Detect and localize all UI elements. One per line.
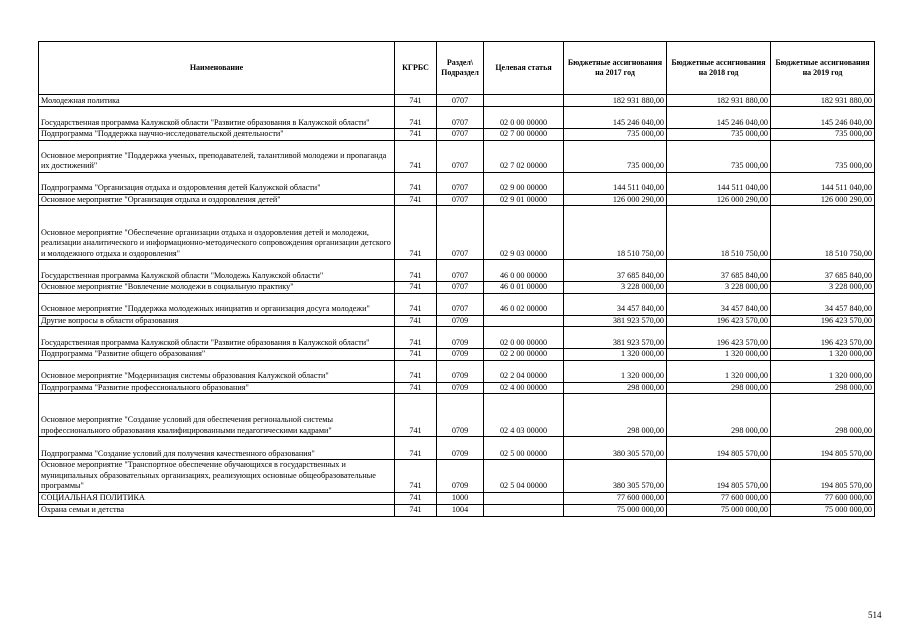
cell-section: 0709 bbox=[437, 360, 484, 382]
cell-target: 02 9 01 00000 bbox=[484, 194, 564, 206]
cell-target bbox=[484, 315, 564, 327]
cell-section: 1004 bbox=[437, 504, 484, 516]
cell-section: 0707 bbox=[437, 129, 484, 141]
cell-section: 0709 bbox=[437, 460, 484, 493]
cell-y2017: 1 320 000,00 bbox=[564, 349, 667, 361]
cell-kgrbs: 741 bbox=[395, 492, 437, 504]
cell-target: 46 0 01 00000 bbox=[484, 282, 564, 294]
cell-kgrbs: 741 bbox=[395, 206, 437, 260]
cell-kgrbs: 741 bbox=[395, 315, 437, 327]
cell-y2018: 77 600 000,00 bbox=[667, 492, 771, 504]
cell-name: Подпрограмма "Поддержка научно-исследовательской деятельности" bbox=[39, 129, 395, 141]
cell-kgrbs: 741 bbox=[395, 437, 437, 460]
cell-y2019: 1 320 000,00 bbox=[771, 349, 875, 361]
cell-target: 02 2 00 00000 bbox=[484, 349, 564, 361]
table-row bbox=[39, 282, 875, 294]
cell-y2017: 735 000,00 bbox=[564, 140, 667, 172]
table-row bbox=[39, 293, 875, 315]
cell-y2017: 380 305 570,00 bbox=[564, 437, 667, 460]
cell-kgrbs: 741 bbox=[395, 327, 437, 349]
cell-y2019: 1 320 000,00 bbox=[771, 360, 875, 382]
table-row bbox=[39, 394, 875, 437]
cell-y2018: 18 510 750,00 bbox=[667, 206, 771, 260]
cell-y2019: 735 000,00 bbox=[771, 129, 875, 141]
cell-name: Другие вопросы в области образования bbox=[39, 315, 395, 327]
cell-y2017: 380 305 570,00 bbox=[564, 460, 667, 493]
cell-y2017: 3 228 000,00 bbox=[564, 282, 667, 294]
cell-y2019: 126 000 290,00 bbox=[771, 194, 875, 206]
table-row bbox=[39, 140, 875, 172]
cell-target: 02 9 00 00000 bbox=[484, 172, 564, 194]
cell-y2018: 145 246 040,00 bbox=[667, 107, 771, 129]
cell-section: 0707 bbox=[437, 95, 484, 107]
cell-y2017: 298 000,00 bbox=[564, 394, 667, 437]
cell-section: 0707 bbox=[437, 140, 484, 172]
cell-y2019: 18 510 750,00 bbox=[771, 206, 875, 260]
table-row bbox=[39, 172, 875, 194]
cell-y2019: 77 600 000,00 bbox=[771, 492, 875, 504]
cell-y2018: 126 000 290,00 bbox=[667, 194, 771, 206]
table-row bbox=[39, 492, 875, 504]
table-row bbox=[39, 460, 875, 493]
cell-section: 0707 bbox=[437, 107, 484, 129]
header-section: Раздел\ Подраздел bbox=[437, 42, 484, 95]
cell-y2017: 144 511 040,00 bbox=[564, 172, 667, 194]
cell-target bbox=[484, 95, 564, 107]
cell-y2019: 196 423 570,00 bbox=[771, 327, 875, 349]
cell-name: Основное мероприятие "Модернизация системы образования Калужской области" bbox=[39, 360, 395, 382]
cell-y2018: 75 000 000,00 bbox=[667, 504, 771, 516]
cell-kgrbs: 741 bbox=[395, 293, 437, 315]
cell-y2018: 194 805 570,00 bbox=[667, 437, 771, 460]
table-row bbox=[39, 382, 875, 394]
cell-y2017: 18 510 750,00 bbox=[564, 206, 667, 260]
cell-y2017: 182 931 880,00 bbox=[564, 95, 667, 107]
header-2018: Бюджетные ассигнования на 2018 год bbox=[667, 42, 771, 95]
cell-target: 02 0 00 00000 bbox=[484, 327, 564, 349]
cell-section: 0707 bbox=[437, 282, 484, 294]
cell-y2018: 3 228 000,00 bbox=[667, 282, 771, 294]
cell-y2017: 298 000,00 bbox=[564, 382, 667, 394]
cell-y2019: 3 228 000,00 bbox=[771, 282, 875, 294]
cell-y2018: 37 685 840,00 bbox=[667, 260, 771, 282]
cell-y2018: 144 511 040,00 bbox=[667, 172, 771, 194]
cell-section: 0709 bbox=[437, 327, 484, 349]
table-row bbox=[39, 206, 875, 260]
cell-kgrbs: 741 bbox=[395, 282, 437, 294]
cell-y2019: 298 000,00 bbox=[771, 394, 875, 437]
cell-y2017: 145 246 040,00 bbox=[564, 107, 667, 129]
cell-target: 02 4 00 00000 bbox=[484, 382, 564, 394]
table-row bbox=[39, 504, 875, 516]
cell-y2017: 735 000,00 bbox=[564, 129, 667, 141]
cell-y2018: 194 805 570,00 bbox=[667, 460, 771, 493]
cell-section: 1000 bbox=[437, 492, 484, 504]
table-row bbox=[39, 95, 875, 107]
cell-kgrbs: 741 bbox=[395, 140, 437, 172]
cell-name: Основное мероприятие "Обеспечение организации отдыха и оздоровления детей и молодежи, реализации аналитического и информационно-методического сопровождения организации детского и молодежного отдыха и оздоровления" bbox=[39, 206, 395, 260]
cell-y2018: 735 000,00 bbox=[667, 129, 771, 141]
cell-target bbox=[484, 492, 564, 504]
cell-y2017: 34 457 840,00 bbox=[564, 293, 667, 315]
cell-y2018: 1 320 000,00 bbox=[667, 360, 771, 382]
cell-y2019: 194 805 570,00 bbox=[771, 460, 875, 493]
cell-target: 46 0 02 00000 bbox=[484, 293, 564, 315]
cell-section: 0709 bbox=[437, 394, 484, 437]
cell-section: 0709 bbox=[437, 382, 484, 394]
cell-y2017: 75 000 000,00 bbox=[564, 504, 667, 516]
table-row bbox=[39, 129, 875, 141]
cell-y2019: 34 457 840,00 bbox=[771, 293, 875, 315]
table-row bbox=[39, 360, 875, 382]
cell-y2017: 381 923 570,00 bbox=[564, 315, 667, 327]
cell-kgrbs: 741 bbox=[395, 172, 437, 194]
cell-section: 0709 bbox=[437, 349, 484, 361]
cell-name: Основное мероприятие "Организация отдыха и оздоровления детей" bbox=[39, 194, 395, 206]
table-row bbox=[39, 349, 875, 361]
cell-name: Подпрограмма "Развитие общего образования" bbox=[39, 349, 395, 361]
cell-y2019: 182 931 880,00 bbox=[771, 95, 875, 107]
cell-y2018: 196 423 570,00 bbox=[667, 327, 771, 349]
table-row bbox=[39, 437, 875, 460]
cell-name: Государственная программа Калужской области "Развитие образования в Калужской области" bbox=[39, 327, 395, 349]
budget-table bbox=[38, 41, 875, 517]
cell-name: Основное мероприятие "Поддержка ученых, преподавателей, талантливой молодежи и пропаганда их достижений" bbox=[39, 140, 395, 172]
cell-y2019: 37 685 840,00 bbox=[771, 260, 875, 282]
cell-name: Основное мероприятие "Поддержка молодежных инициатив и организация досуга молодежи" bbox=[39, 293, 395, 315]
cell-kgrbs: 741 bbox=[395, 107, 437, 129]
cell-target: 46 0 00 00000 bbox=[484, 260, 564, 282]
cell-name: Подпрограмма "Создание условий для получения качественного образования" bbox=[39, 437, 395, 460]
cell-y2018: 298 000,00 bbox=[667, 394, 771, 437]
cell-name: Молодежная политика bbox=[39, 95, 395, 107]
cell-target bbox=[484, 504, 564, 516]
cell-kgrbs: 741 bbox=[395, 95, 437, 107]
header-kgrbs: КГРБС bbox=[395, 42, 437, 95]
cell-y2017: 77 600 000,00 bbox=[564, 492, 667, 504]
cell-name: Государственная программа Калужской области "Молодежь Калужской области" bbox=[39, 260, 395, 282]
cell-y2018: 182 931 880,00 bbox=[667, 95, 771, 107]
cell-target: 02 5 00 00000 bbox=[484, 437, 564, 460]
cell-kgrbs: 741 bbox=[395, 382, 437, 394]
cell-y2017: 381 923 570,00 bbox=[564, 327, 667, 349]
cell-name: Государственная программа Калужской области "Развитие образования в Калужской области" bbox=[39, 107, 395, 129]
cell-y2018: 735 000,00 bbox=[667, 140, 771, 172]
cell-kgrbs: 741 bbox=[395, 460, 437, 493]
cell-target: 02 7 02 00000 bbox=[484, 140, 564, 172]
cell-kgrbs: 741 bbox=[395, 360, 437, 382]
cell-y2019: 144 511 040,00 bbox=[771, 172, 875, 194]
cell-target: 02 7 00 00000 bbox=[484, 129, 564, 141]
cell-section: 0709 bbox=[437, 437, 484, 460]
cell-name: СОЦИАЛЬНАЯ ПОЛИТИКА bbox=[39, 492, 395, 504]
cell-name: Подпрограмма "Развитие профессионального образования" bbox=[39, 382, 395, 394]
cell-target: 02 2 04 00000 bbox=[484, 360, 564, 382]
cell-y2018: 1 320 000,00 bbox=[667, 349, 771, 361]
cell-kgrbs: 741 bbox=[395, 349, 437, 361]
cell-section: 0707 bbox=[437, 206, 484, 260]
cell-name: Основное мероприятие "Транспортное обеспечение обучающихся в государственных и муниципальных образовательных организациях, реализующих основные общеобразовательные программы" bbox=[39, 460, 395, 493]
page-number: 514 bbox=[868, 610, 882, 620]
cell-y2018: 196 423 570,00 bbox=[667, 315, 771, 327]
cell-name: Основное мероприятие "Вовлечение молодежи в социальную практику" bbox=[39, 282, 395, 294]
cell-y2017: 37 685 840,00 bbox=[564, 260, 667, 282]
cell-y2019: 735 000,00 bbox=[771, 140, 875, 172]
cell-section: 0707 bbox=[437, 172, 484, 194]
table-row bbox=[39, 327, 875, 349]
cell-y2018: 34 457 840,00 bbox=[667, 293, 771, 315]
cell-y2019: 145 246 040,00 bbox=[771, 107, 875, 129]
cell-kgrbs: 741 bbox=[395, 194, 437, 206]
cell-name: Охрана семьи и детства bbox=[39, 504, 395, 516]
cell-y2019: 75 000 000,00 bbox=[771, 504, 875, 516]
header-name: Наименование bbox=[39, 42, 395, 95]
cell-y2017: 1 320 000,00 bbox=[564, 360, 667, 382]
cell-kgrbs: 741 bbox=[395, 260, 437, 282]
header-row bbox=[39, 42, 875, 95]
cell-y2019: 298 000,00 bbox=[771, 382, 875, 394]
cell-kgrbs: 741 bbox=[395, 394, 437, 437]
table-row bbox=[39, 194, 875, 206]
header-2017: Бюджетные ассигнования на 2017 год bbox=[564, 42, 667, 95]
table-row bbox=[39, 315, 875, 327]
cell-target: 02 5 04 00000 bbox=[484, 460, 564, 493]
table-row bbox=[39, 107, 875, 129]
cell-target: 02 0 00 00000 bbox=[484, 107, 564, 129]
cell-kgrbs: 741 bbox=[395, 504, 437, 516]
cell-y2019: 196 423 570,00 bbox=[771, 315, 875, 327]
cell-y2017: 126 000 290,00 bbox=[564, 194, 667, 206]
cell-name: Основное мероприятие "Создание условий для обеспечения региональной системы профессионального образования квалифицированными педагогическими кадрами" bbox=[39, 394, 395, 437]
table-row bbox=[39, 260, 875, 282]
cell-target: 02 9 03 00000 bbox=[484, 206, 564, 260]
cell-section: 0707 bbox=[437, 260, 484, 282]
header-target: Целевая статья bbox=[484, 42, 564, 95]
cell-section: 0707 bbox=[437, 293, 484, 315]
cell-target: 02 4 03 00000 bbox=[484, 394, 564, 437]
cell-y2018: 298 000,00 bbox=[667, 382, 771, 394]
cell-section: 0709 bbox=[437, 315, 484, 327]
header-2019: Бюджетные ассигнования на 2019 год bbox=[771, 42, 875, 95]
cell-name: Подпрограмма "Организация отдыха и оздоровления детей Калужской области" bbox=[39, 172, 395, 194]
cell-section: 0707 bbox=[437, 194, 484, 206]
cell-kgrbs: 741 bbox=[395, 129, 437, 141]
cell-y2019: 194 805 570,00 bbox=[771, 437, 875, 460]
